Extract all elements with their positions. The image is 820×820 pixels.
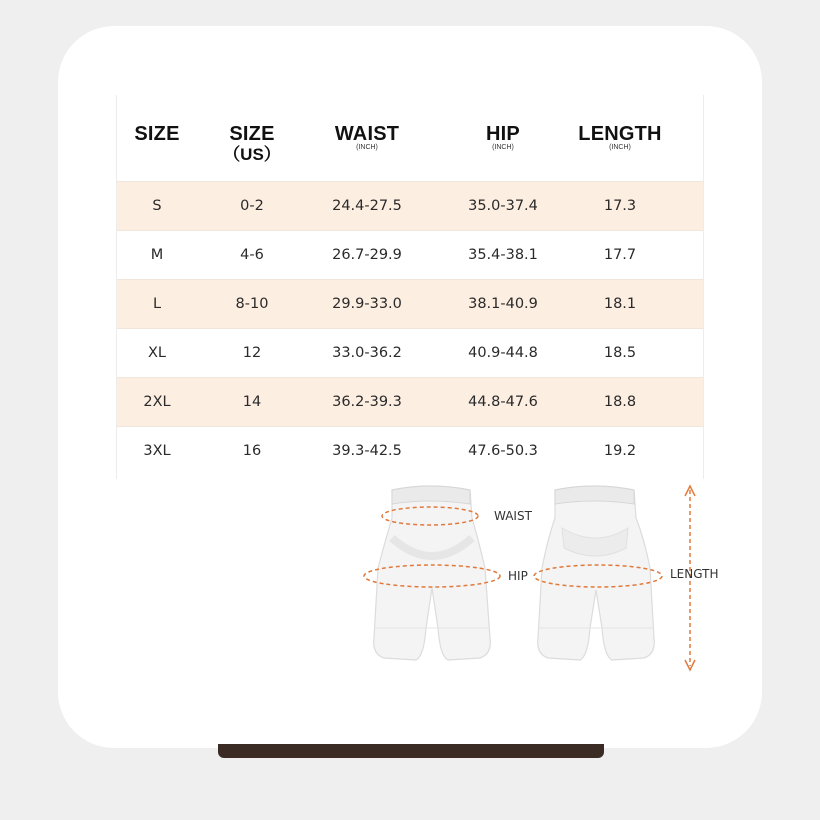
table-row	[117, 279, 703, 328]
cell-length: 17.3	[603, 198, 637, 214]
table-row	[117, 230, 703, 279]
cell-waist: 36.2-39.3	[332, 394, 402, 410]
header-size-us	[223, 123, 281, 165]
cell-size-us: 16	[242, 443, 262, 459]
header-size-label: SIZE	[134, 123, 180, 145]
cell-waist: 29.9-33.0	[332, 296, 402, 312]
header-waist-unit: (INCH)	[356, 144, 378, 151]
cell-size: 3XL	[143, 443, 171, 459]
cell-length: 18.5	[603, 345, 637, 361]
header-length-unit: (INCH)	[609, 144, 631, 151]
cell-size: L	[152, 296, 162, 312]
cell-size-us: 14	[242, 394, 262, 410]
header-length	[578, 123, 661, 152]
cell-length: 18.8	[603, 394, 637, 410]
cell-hip: 44.8-47.6	[468, 394, 538, 410]
header-hip-unit: (INCH)	[492, 144, 514, 151]
cell-length: 17.7	[603, 247, 637, 263]
table-row	[117, 328, 703, 377]
cell-length: 18.1	[603, 296, 637, 312]
hip-label: HIP	[508, 569, 528, 583]
table-row	[117, 426, 703, 475]
cell-size: S	[152, 198, 162, 214]
table-row	[117, 377, 703, 426]
cell-hip: 35.0-37.4	[468, 198, 538, 214]
cell-size-us: 0-2	[240, 198, 264, 214]
table-body	[117, 181, 703, 475]
header-size	[134, 123, 179, 145]
cell-size: 2XL	[143, 394, 171, 410]
cell-waist: 26.7-29.9	[332, 247, 402, 263]
measurement-figure	[340, 478, 740, 678]
cell-size-us: 4-6	[240, 247, 264, 263]
cell-size: M	[150, 247, 164, 263]
cell-waist: 39.3-42.5	[332, 443, 402, 459]
header-size-us-sub: （US）	[223, 145, 281, 164]
header-size-us-label: SIZE	[229, 123, 275, 145]
header-waist	[335, 123, 399, 152]
back-garment-image	[538, 486, 655, 660]
size-table	[116, 95, 704, 479]
header-hip-label: HIP	[486, 123, 520, 145]
cell-size: XL	[147, 345, 167, 361]
cell-hip: 40.9-44.8	[468, 345, 538, 361]
table-row	[117, 181, 703, 230]
cell-waist: 33.0-36.2	[332, 345, 402, 361]
cell-hip: 38.1-40.9	[468, 296, 538, 312]
cell-length: 19.2	[603, 443, 637, 459]
front-garment-image	[374, 486, 491, 660]
length-label: LENGTH	[670, 567, 719, 581]
cell-size-us: 12	[242, 345, 262, 361]
header-waist-label: WAIST	[334, 123, 400, 145]
table-header-row	[117, 95, 703, 181]
cell-size-us: 8-10	[235, 296, 269, 312]
waist-label: WAIST	[494, 509, 532, 523]
header-hip	[486, 123, 520, 152]
cell-waist: 24.4-27.5	[332, 198, 402, 214]
cell-hip: 35.4-38.1	[468, 247, 538, 263]
cell-hip: 47.6-50.3	[468, 443, 538, 459]
header-length-label: LENGTH	[578, 123, 662, 145]
bottom-bar	[218, 744, 604, 758]
